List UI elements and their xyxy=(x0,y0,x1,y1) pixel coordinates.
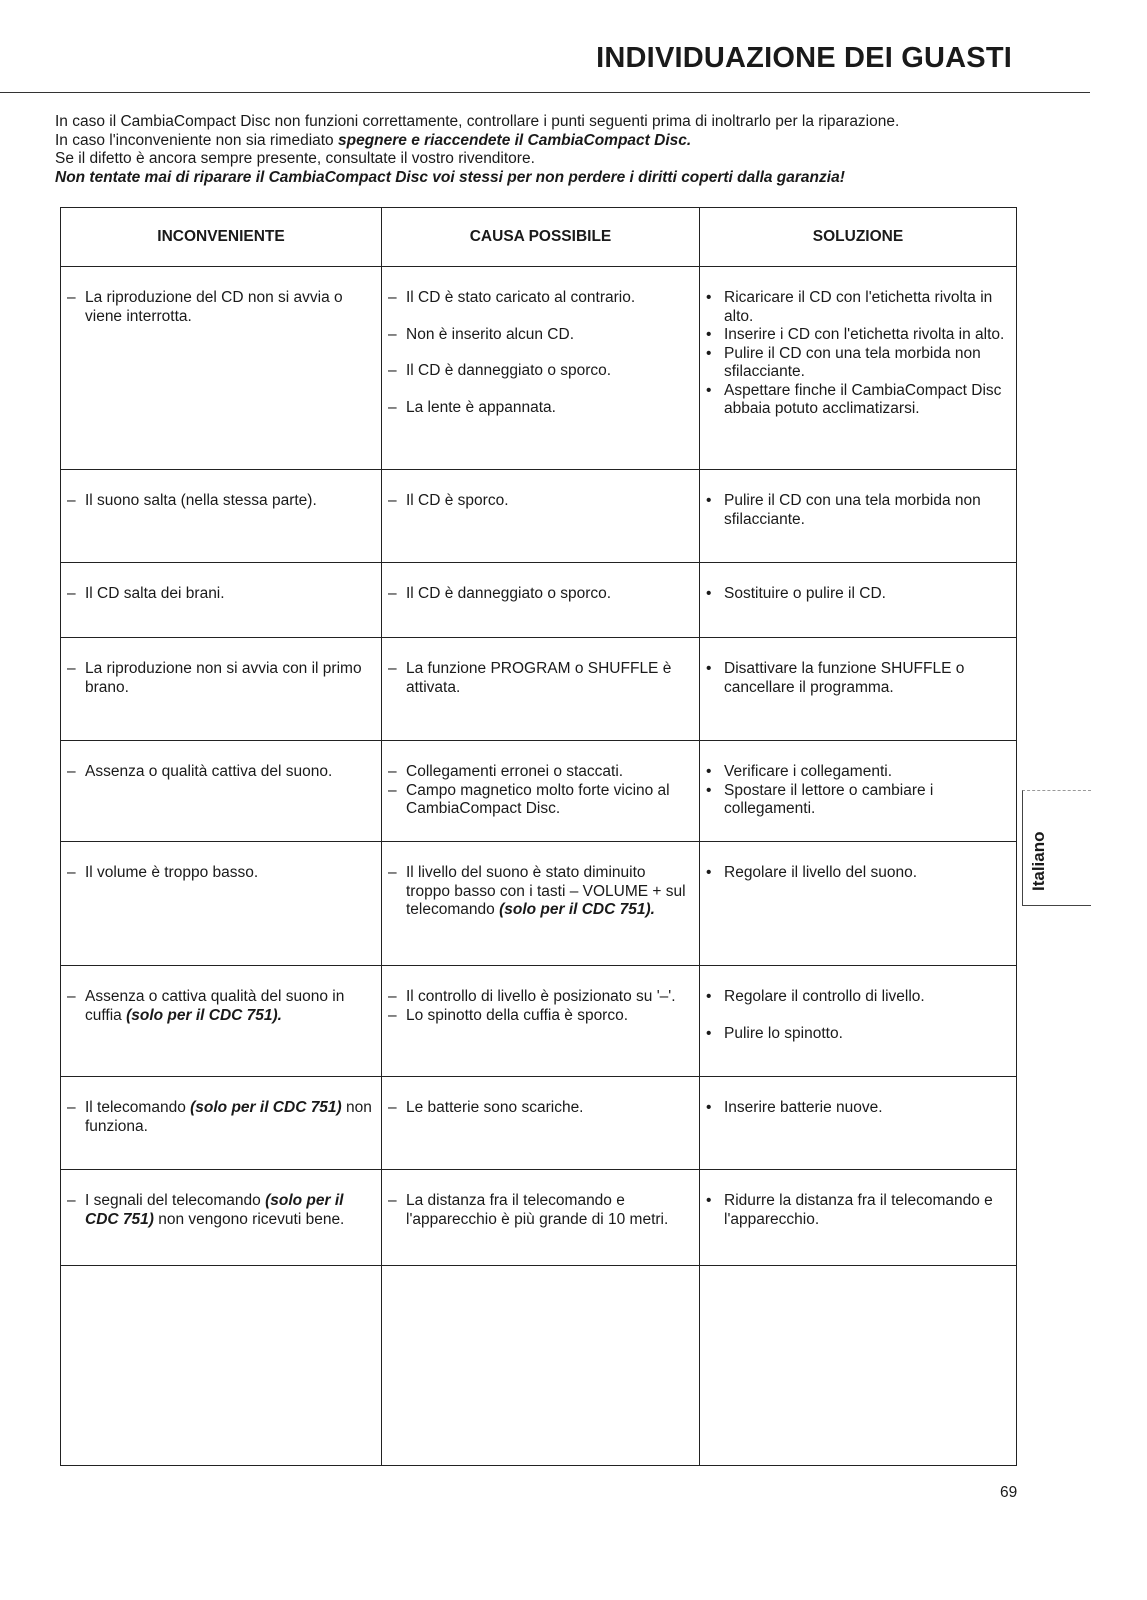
list-item xyxy=(706,326,1010,345)
list-item xyxy=(706,492,1010,529)
dash-icon: – xyxy=(67,763,76,780)
header-solution: SOLUZIONE xyxy=(700,208,1017,267)
solution-cell xyxy=(700,842,1017,966)
dash-icon: – xyxy=(388,362,397,379)
solution-cell xyxy=(700,741,1017,842)
list-item xyxy=(388,782,693,819)
list-item xyxy=(67,289,375,326)
dash-icon: – xyxy=(67,289,76,306)
item-text: Ridurre la distanza fra il telecomando e l'apparecchio. xyxy=(724,1192,993,1228)
solution-cell xyxy=(700,966,1017,1077)
item-text xyxy=(406,864,693,920)
cause-cell xyxy=(382,1170,700,1266)
bullet-icon: • xyxy=(706,585,712,602)
plain-text: Il CD salta dei brani. xyxy=(85,585,225,602)
problem-cell xyxy=(61,741,382,842)
item-text: Le batterie sono scariche. xyxy=(406,1099,584,1116)
cause-cell xyxy=(382,741,700,842)
item-text: Il CD è danneggiato o sporco. xyxy=(406,362,612,379)
dash-icon: – xyxy=(67,585,76,602)
cause-cell xyxy=(382,563,700,638)
empty-cell xyxy=(700,1266,1017,1466)
item-text: Pulire lo spinotto. xyxy=(724,1024,843,1042)
item-text: Inserire batterie nuove. xyxy=(724,1099,883,1116)
problem-cell xyxy=(61,966,382,1077)
item-text: Non è inserito alcun CD. xyxy=(406,325,574,343)
item-text: Disattivare la funzione SHUFFLE o cancellare il programma. xyxy=(724,660,965,696)
cause-cell xyxy=(382,842,700,966)
dash-icon: – xyxy=(388,1099,397,1116)
dash-icon: – xyxy=(388,1192,397,1209)
list-item xyxy=(706,1025,1010,1044)
troubleshooting-table xyxy=(60,207,1017,1466)
header-problem: INCONVENIENTE xyxy=(61,208,382,267)
empty-row xyxy=(61,1266,1017,1466)
list-item xyxy=(67,585,375,604)
dash-icon: – xyxy=(388,988,397,1005)
table-row xyxy=(61,842,1017,966)
language-tab xyxy=(1022,790,1091,906)
problem-cell xyxy=(61,267,382,470)
plain-text: La riproduzione del CD non si avvia o viene interrotta. xyxy=(85,289,343,325)
problem-cell xyxy=(61,1077,382,1170)
list-item xyxy=(706,988,1010,1007)
list-item xyxy=(388,988,693,1007)
cause-cell xyxy=(382,966,700,1077)
language-tab-label: Italiano xyxy=(1029,831,1048,891)
intro-text xyxy=(55,113,1035,187)
dash-icon: – xyxy=(388,1006,397,1024)
list-item xyxy=(388,289,693,308)
table-row xyxy=(61,1077,1017,1170)
bullet-icon: • xyxy=(706,289,712,306)
item-text: Campo magnetico molto forte vicino al CambiaCompact Disc. xyxy=(406,781,670,817)
dash-icon: – xyxy=(67,1099,76,1116)
dash-icon: – xyxy=(388,585,397,602)
header-cause: CAUSA POSSIBILE xyxy=(382,208,700,267)
problem-cell xyxy=(61,1170,382,1266)
list-item xyxy=(706,585,1010,604)
list-item xyxy=(706,382,1010,419)
dash-icon: – xyxy=(67,864,76,881)
bullet-icon: • xyxy=(706,781,712,799)
dash-icon: – xyxy=(388,864,397,881)
table-row xyxy=(61,470,1017,563)
dash-icon: – xyxy=(388,781,397,799)
item-text: Verificare i collegamenti. xyxy=(724,763,892,780)
cause-cell xyxy=(382,638,700,741)
intro-line-2 xyxy=(55,132,1035,151)
item-text: Regolare il livello del suono. xyxy=(724,864,918,881)
table-row xyxy=(61,1170,1017,1266)
bullet-icon: • xyxy=(706,763,712,780)
list-item xyxy=(388,864,693,920)
list-item xyxy=(388,492,693,511)
item-text: Aspettare finche il CambiaCompact Disc abbaia potuto acclimatizarsi. xyxy=(724,381,1002,417)
item-text xyxy=(85,1099,375,1136)
item-text: Il CD è stato caricato al contrario. xyxy=(406,289,636,306)
item-text xyxy=(85,864,375,883)
item-text xyxy=(85,763,375,782)
cause-cell xyxy=(382,1077,700,1170)
page-number: 69 xyxy=(1000,1484,1018,1501)
intro-line-3: Se il difetto è ancora sempre presente, consultate il vostro rivenditore. xyxy=(55,150,535,167)
plain-text: Assenza o cattiva qualità del suono in cuffia xyxy=(85,988,345,1024)
list-item xyxy=(388,1099,693,1118)
plain-text: Assenza o qualità cattiva del suono. xyxy=(85,763,333,780)
table-header-row xyxy=(61,208,1017,267)
list-item xyxy=(388,763,693,782)
item-text: Il CD è sporco. xyxy=(406,492,509,509)
dash-icon: – xyxy=(388,660,397,677)
item-text xyxy=(85,988,375,1025)
bullet-icon: • xyxy=(706,1099,712,1116)
list-item xyxy=(67,988,375,1025)
item-text: La funzione PROGRAM o SHUFFLE è attivata. xyxy=(406,660,672,696)
table-body xyxy=(61,267,1017,1466)
list-item xyxy=(67,1099,375,1136)
item-text: Collegamenti erronei o staccati. xyxy=(406,763,624,780)
emphasis-text: (solo per il CDC 751) xyxy=(85,1192,344,1228)
plain-text: non vengono ricevuti bene. xyxy=(153,1210,345,1228)
table-row xyxy=(61,267,1017,470)
item-text: Regolare il controllo di livello. xyxy=(724,988,925,1005)
solution-cell xyxy=(700,1077,1017,1170)
item-text xyxy=(85,1192,375,1229)
dash-icon: – xyxy=(388,763,397,780)
item-text xyxy=(85,289,375,326)
bullet-icon: • xyxy=(706,492,712,509)
solution-cell xyxy=(700,1170,1017,1266)
bullet-icon: • xyxy=(706,344,712,362)
intro-line-2-text: In caso l'inconveniente non sia rimediato xyxy=(55,131,338,149)
page-title: INDIVIDUAZIONE DEI GUASTI xyxy=(596,42,1012,74)
plain-text: I segnali del telecomando xyxy=(85,1192,266,1209)
item-text xyxy=(85,492,375,511)
table-row xyxy=(61,638,1017,741)
empty-cell xyxy=(61,1266,382,1466)
list-item xyxy=(388,660,693,697)
item-text xyxy=(85,585,375,604)
solution-cell xyxy=(700,638,1017,741)
solution-cell xyxy=(700,563,1017,638)
emphasis-text: (solo per il CDC 751). xyxy=(499,901,655,918)
list-item xyxy=(706,763,1010,782)
plain-text: Il volume è troppo basso. xyxy=(85,864,259,881)
item-text: Lo spinotto della cuffia è sporco. xyxy=(406,1006,629,1024)
problem-cell xyxy=(61,563,382,638)
list-item xyxy=(706,289,1010,326)
list-item xyxy=(388,1007,693,1026)
item-text: Spostare il lettore o cambiare i collegamenti. xyxy=(724,781,934,817)
plain-text: La riproduzione non si avvia con il primo brano. xyxy=(85,660,362,696)
bullet-icon: • xyxy=(706,1192,712,1209)
intro-line-1: In caso il CambiaCompact Disc non funzioni correttamente, controllare i punti seguenti prima di inoltrarlo per la riparazione. xyxy=(55,113,900,130)
list-item xyxy=(67,864,375,883)
item-text: La distanza fra il telecomando e l'apparecchio è più grande di 10 metri. xyxy=(406,1192,669,1228)
bullet-icon: • xyxy=(706,381,712,399)
cause-cell xyxy=(382,267,700,470)
emphasis-text: (solo per il CDC 751). xyxy=(126,1006,282,1024)
dash-icon: – xyxy=(388,325,397,343)
problem-cell xyxy=(61,638,382,741)
list-item xyxy=(388,326,693,345)
bullet-icon: • xyxy=(706,326,712,343)
list-item xyxy=(706,864,1010,883)
empty-cell xyxy=(382,1266,700,1466)
list-item xyxy=(388,1192,693,1229)
table-row xyxy=(61,966,1017,1077)
list-item xyxy=(388,362,693,381)
item-text: La lente è appannata. xyxy=(406,398,556,416)
item-text: Pulire il CD con una tela morbida non sfilacciante. xyxy=(724,492,981,528)
bullet-icon: • xyxy=(706,660,712,677)
list-item xyxy=(706,782,1010,819)
cause-cell xyxy=(382,470,700,563)
solution-cell xyxy=(700,470,1017,563)
item-text: Il controllo di livello è posizionato su '–'. xyxy=(406,988,676,1005)
list-item xyxy=(67,763,375,782)
dash-icon: – xyxy=(67,660,76,677)
bullet-icon: • xyxy=(706,1024,712,1042)
dash-icon: – xyxy=(388,492,397,509)
dash-icon: – xyxy=(67,492,76,509)
dash-icon: – xyxy=(67,1192,76,1209)
list-item xyxy=(67,1192,375,1229)
list-item xyxy=(388,399,693,418)
plain-text: Il suono salta (nella stessa parte). xyxy=(85,492,317,509)
item-text: Sostituire o pulire il CD. xyxy=(724,585,886,602)
intro-warning: Non tentate mai di riparare il CambiaCompact Disc voi stessi per non perdere i diritti coperti dalla garanzia! xyxy=(55,168,845,186)
list-item xyxy=(706,345,1010,382)
list-item xyxy=(706,1192,1010,1229)
intro-line-2-emphasis: spegnere e riaccendete il CambiaCompact Disc. xyxy=(338,131,692,149)
solution-cell xyxy=(700,267,1017,470)
dash-icon: – xyxy=(388,398,397,416)
table-row xyxy=(61,563,1017,638)
list-item xyxy=(388,585,693,604)
item-text xyxy=(85,660,375,697)
list-item xyxy=(706,660,1010,697)
item-text: Inserire i CD con l'etichetta rivolta in alto. xyxy=(724,326,1005,343)
table-row xyxy=(61,741,1017,842)
header-rule xyxy=(0,92,1090,93)
emphasis-text: (solo per il CDC 751) xyxy=(190,1099,342,1116)
item-text: Pulire il CD con una tela morbida non sfilacciante. xyxy=(724,344,981,380)
problem-cell xyxy=(61,470,382,563)
bullet-icon: • xyxy=(706,988,712,1005)
bullet-icon: • xyxy=(706,864,712,881)
item-text: Il CD è danneggiato o sporco. xyxy=(406,585,612,602)
dash-icon: – xyxy=(388,289,397,306)
list-item xyxy=(706,1099,1010,1118)
plain-text: Il livello del suono è stato diminuito troppo basso con i tasti – VOLUME + sul telecomando xyxy=(406,864,686,918)
item-text: Ricaricare il CD con l'etichetta rivolta in alto. xyxy=(724,289,993,325)
dash-icon: – xyxy=(67,988,76,1005)
problem-cell xyxy=(61,842,382,966)
plain-text: Il telecomando xyxy=(85,1099,191,1116)
plain-text: non funziona. xyxy=(85,1099,372,1135)
list-item xyxy=(67,492,375,511)
list-item xyxy=(67,660,375,697)
